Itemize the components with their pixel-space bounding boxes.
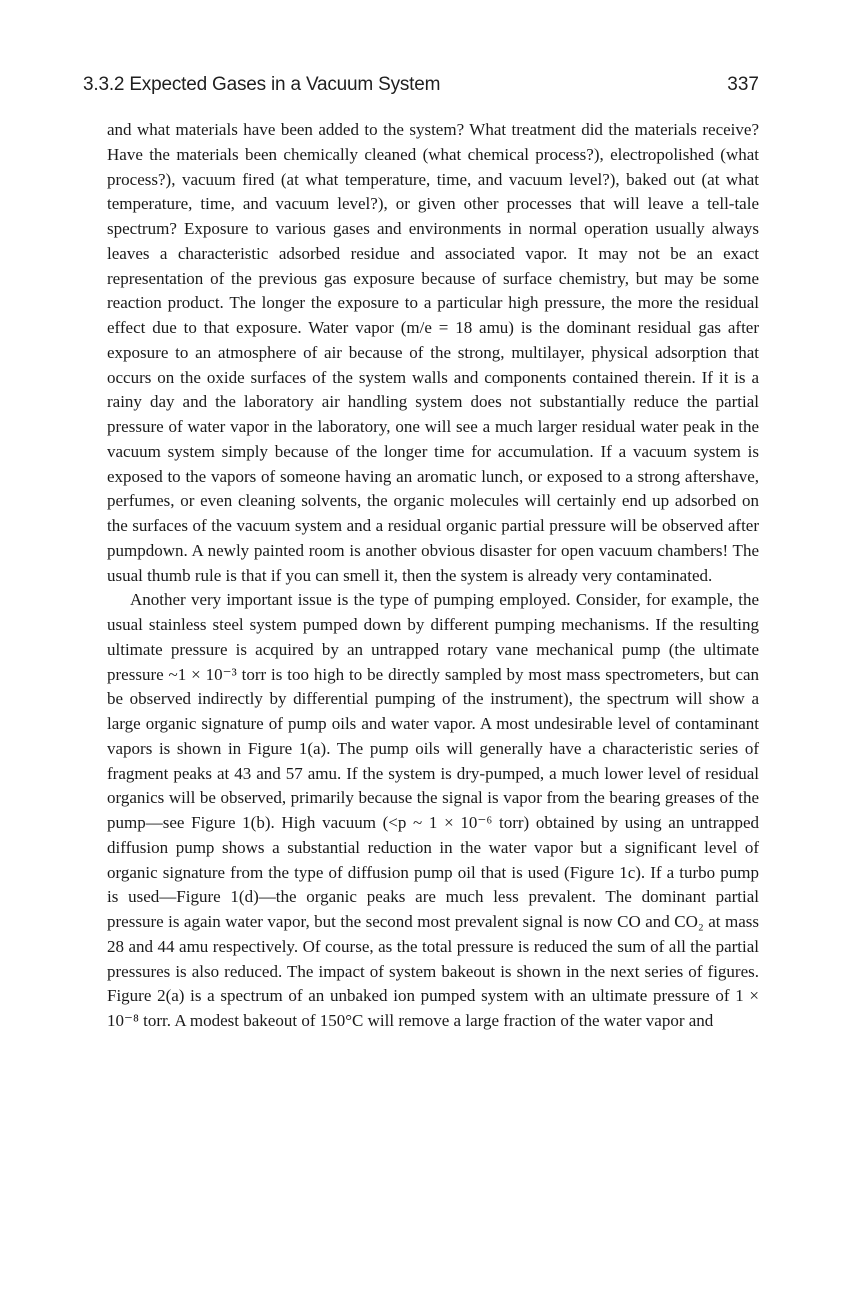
paragraph-continued: and what materials have been added to the system? What treatment did the materials receive? Have the materials been chemically cleaned (what chemical process?), electropolished (what process?), vacuum fired (at what temperature, time, and vacuum level?), baked out (at what temperature, time, and vacuum level?), or given other processes that will leave a tell-tale spectrum? Exposure to various gases and environments in normal operation usually always leaves a characteristic adsorbed residue and associated vapor. It may not be an exact representation of the previous gas exposure because of surface chemistry, but may be some reaction product. The longer the exposure to a particular high pressure, the more the residual effect due to that exposure. Water vapor (m/e = 18 amu) is the dominant residual gas after exposure to an atmosphere of air because of the strong, multilayer, physical adsorption that occurs on the oxide surfaces of the system walls and components contained therein. If it is a rainy day and the laboratory air handling system does not substantially reduce the partial pressure of water vapor in the laboratory, one will see a much larger residual water peak in the vacuum system simply because of the longer time for accumulation. If a vacuum system is exposed to the vapors of someone having an aromatic lunch, or exposed to a strong aftershave, perfumes, or even cleaning solvents, the organic molecules will certainly end up adsorbed on the surfaces of the vacuum system and a residual organic partial pressure will be observed after pumpdown. A newly painted room is another obvious disaster for open vacuum chambers! The usual thumb rule is that if you can smell it, then the system is already very contaminated. [107, 120, 759, 585]
section-running-title: 3.3.2 Expected Gases in a Vacuum System [83, 74, 441, 95]
page-number: 337 [727, 74, 759, 95]
paragraph-pumping-types: Another very important issue is the type of pumping employed. Consider, for example, the usual stainless steel system pumped down by different pumping mechanisms. If the resulting ultimate pressure is acquired by an untrapped rotary vane mechanical pump (the ultimate pressure ~1 × 10⁻³ torr is too high to be directly sampled by most mass spectrometers, but can be observed indirectly by differential pumping of the instrument), the spectrum will show a large organic signature of pump oils and water vapor. A most undesirable level of contaminant vapors is shown in Figure 1(a). The pump oils will generally have a characteristic series of fragment peaks at 43 and 57 amu. If the system is dry-pumped, a much lower level of residual organics will be observed, primarily because the signal is vapor from the bearing greases of the pump—see Figure 1(b). High vacuum (<p ~ 1 × 10⁻⁶ torr) obtained by using an untrapped diffusion pump shows a substantial reduction in the water vapor but a significant level of organic signature from the type of diffusion pump oil that is used (Figure 1c). If a turbo pump is used—Figure 1(d)—the organic peaks are much less prevalent. The dominant partial pressure is again water vapor, but the second most prevalent signal is now CO and CO₂ at mass 28 and 44 amu respectively. Of course, as the total pressure is reduced the sum of all the partial pressures is also reduced. The impact of system bakeout is shown in the next series of figures. Figure 2(a) is a spectrum of an unbaked ion pumped system with an ultimate pressure of 1 × 10⁻⁸ torr. A modest bakeout of 150°C will remove a large fraction of the water vapor and [107, 590, 759, 1030]
body-text [107, 118, 759, 1034]
running-head [83, 74, 759, 104]
